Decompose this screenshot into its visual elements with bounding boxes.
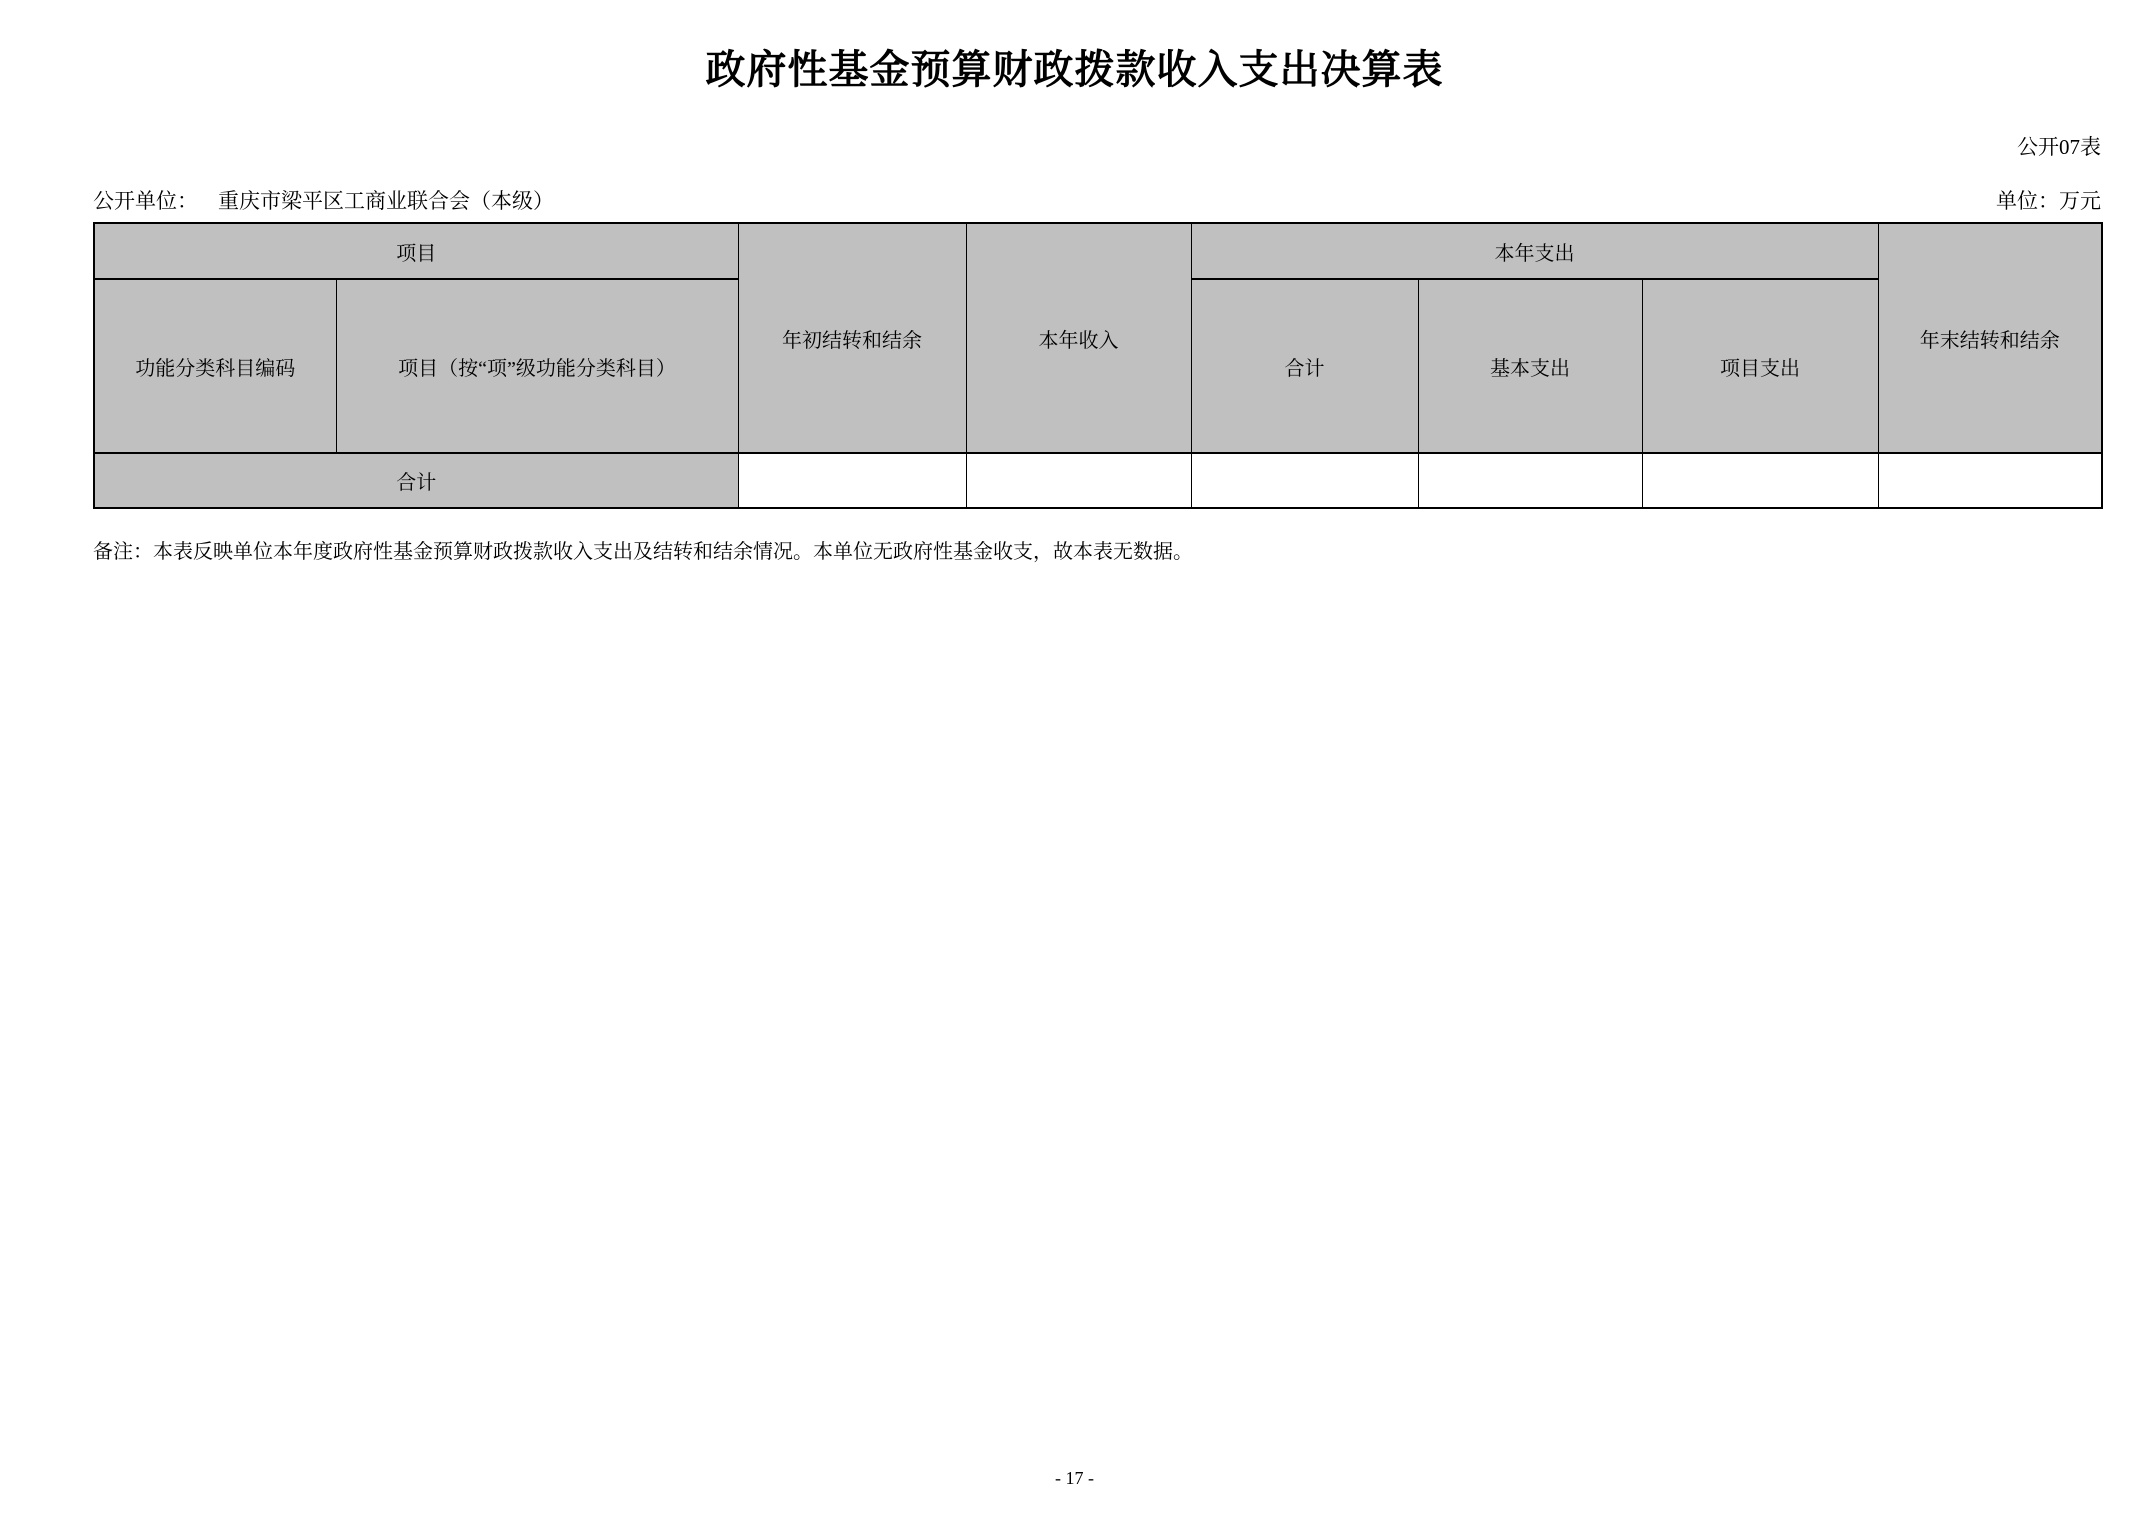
header-current-year-income: 本年收入 bbox=[966, 223, 1191, 453]
header-begin-balance: 年初结转和结余 bbox=[738, 223, 966, 453]
currency-unit-label: 单位：万元 bbox=[1996, 189, 2101, 213]
header-expense-basic: 基本支出 bbox=[1418, 279, 1642, 453]
publishing-unit-label: 公开单位： bbox=[93, 189, 198, 213]
header-expense-project: 项目支出 bbox=[1642, 279, 1878, 453]
cell-expense-basic bbox=[1418, 453, 1642, 508]
row-total-label: 合计 bbox=[94, 453, 738, 508]
publishing-unit bbox=[93, 185, 554, 215]
remark-note: 备注：本表反映单位本年度政府性基金预算财政拨款收入支出及结转和结余情况。本单位无政府性基金收支，故本表无数据。 bbox=[93, 541, 1193, 563]
cell-end-balance bbox=[1878, 453, 2102, 508]
cell-begin-balance bbox=[738, 453, 966, 508]
header-end-balance: 年末结转和结余 bbox=[1878, 223, 2102, 453]
header-expense-group: 本年支出 bbox=[1191, 223, 1878, 279]
cell-expense-project bbox=[1642, 453, 1878, 508]
header-function-code: 功能分类科目编码 bbox=[94, 279, 336, 453]
fund-budget-table bbox=[93, 222, 2103, 509]
table-row-total bbox=[94, 453, 2102, 508]
header-project-group: 项目 bbox=[94, 223, 738, 279]
header-project-item: 项目（按“项”级功能分类科目） bbox=[336, 279, 738, 453]
cell-expense-total bbox=[1191, 453, 1418, 508]
page-title: 政府性基金预算财政拨款收入支出决算表 bbox=[705, 47, 1444, 92]
page-number: - 17 - bbox=[1055, 1468, 1094, 1488]
header-expense-total: 合计 bbox=[1191, 279, 1418, 453]
meta-row bbox=[93, 185, 2101, 215]
cell-current-year-income bbox=[966, 453, 1191, 508]
table-code-label: 公开07表 bbox=[2017, 135, 2101, 159]
publishing-unit-name: 重庆市梁平区工商业联合会（本级） bbox=[218, 189, 554, 213]
